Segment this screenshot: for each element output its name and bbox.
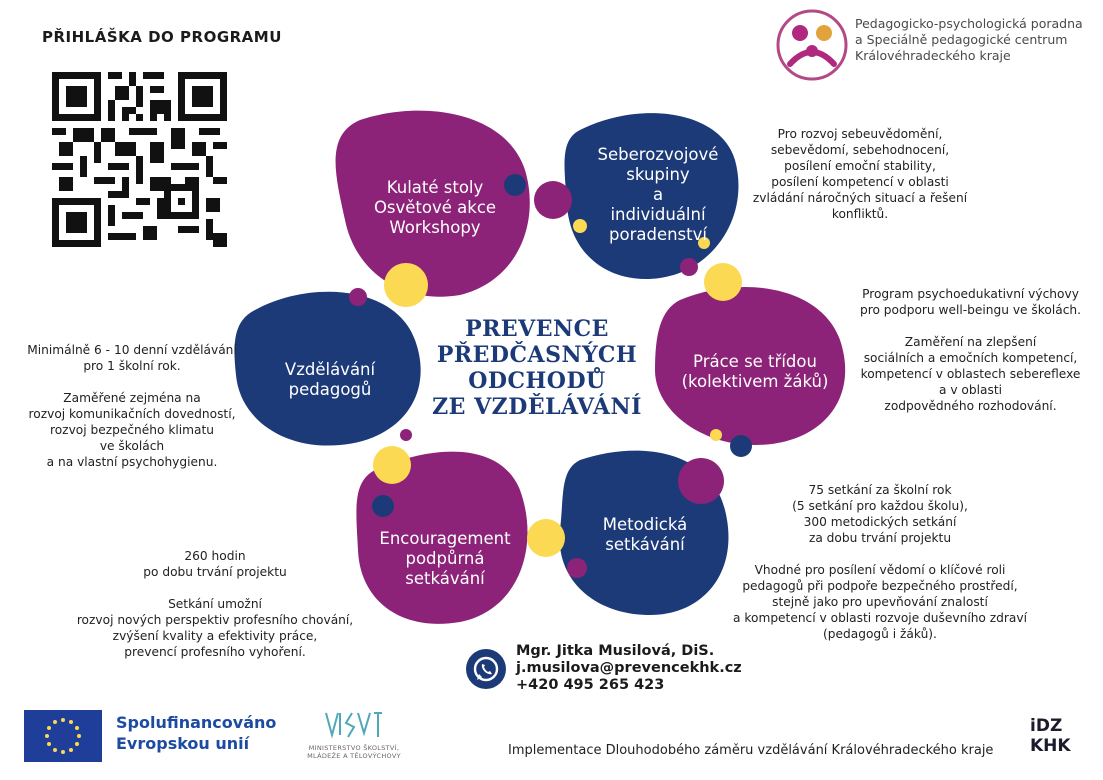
dot [373,446,411,484]
eu-cofunding-text [116,712,276,754]
label-line: Práce se třídou [693,352,817,371]
center-title-line: PREVENCE [465,316,609,342]
contact-block [516,643,742,694]
label-line: podpůrná [405,549,485,568]
description-encouragement: 260 hodin po dobu trvání projektu Setkání umožní rozvoj nových perspektiv profesního chování, zvýšení kvality a efektivity práce, prevencí profesního vyhoření. [76,549,354,659]
center-title [432,316,642,420]
center-title-line: PŘEDČASNÝCH [436,342,638,368]
label-line: Encouragement [379,529,511,548]
eu-flag-icon [24,710,102,762]
implementation-text: Implementace Dlouhodobého záměru vzdělávání Královéhradeckého kraje [508,743,994,758]
dot [527,519,565,557]
organization-line-3: Královéhradeckého kraje [855,48,1011,63]
label-metodicka [575,515,715,555]
label-line: pedagogů [288,380,372,399]
label-line: Kulaté stoly [386,178,484,197]
dot [704,263,742,301]
label-vzdelavani [255,360,405,400]
description-prace: Program psychoedukativní výchovy pro podporu well-beingu ve školách. Zaměření na zlepšení sociálních a emočních kompetencí, kompetencí v oblastech sebereflexe a v oblasti zodpovědného rozhodování. [859,287,1082,413]
label-line: skupiny [626,165,690,184]
label-line: setkávání [405,569,485,588]
msmt-line: MINISTERSTVO ŠKOLSTVÍ, [308,744,400,752]
dot [400,429,412,441]
contact-name: Mgr. Jitka Musilová, DiS. [516,643,715,659]
label-encouragement [370,529,520,589]
center-title-line: ZE VZDĚLÁVÁNÍ [432,394,642,420]
label-line: Vzdělávání [284,360,376,379]
label-line: a [652,185,664,204]
eu-text-line: Spolufinancováno [116,713,277,732]
label-line: individuální [610,205,706,224]
eu-text-line: Evropskou unií [116,734,250,753]
label-line: Osvětové akce [373,198,497,217]
label-kulate-stoly [360,178,510,238]
contact-phone[interactable]: +420 495 265 423 [516,677,665,693]
organization-line-1: Pedagogicko-psychologická poradna [855,16,1083,31]
label-line: Workshopy [389,218,481,237]
dot [567,558,587,578]
dot [730,435,752,457]
signup-title: PŘIHLÁŠKA DO PROGRAMU [42,28,282,46]
dot [384,263,428,307]
label-line: Metodická [602,515,688,534]
description-seberozvoj: Pro rozvoj sebeuvědomění, sebevědomí, sebehodnocení, posílení emoční stability, posílení kompetencí v oblasti zvládání náročných situací a řešení konfliktů. [752,127,968,221]
center-title-line: ODCHODŮ [468,368,606,394]
msmt-caption [294,744,414,760]
whatsapp-icon[interactable] [466,649,506,689]
label-seberozvoj [578,145,738,245]
idz-line: iDZ [1030,716,1063,736]
dot [710,429,722,441]
msmt-line: MLÁDEŽE A TĚLOVÝCHOVY [307,752,401,760]
description-vzdelavani: Minimálně 6 - 10 denní vzdělávání pro 1 školní rok. Zaměřené zejména na rozvoj komunikačních dovedností, rozvoj bezpečného klimatu ve školách a na vlastní psychohygienu. [27,343,237,469]
idz-line: KHK [1030,736,1071,756]
dot [534,181,572,219]
label-line: (kolektivem žáků) [681,372,829,391]
description-metodicka: 75 setkání za školní rok (5 setkání pro každou školu), 300 metodických setkání za dobu trvání projektu Vhodné pro posílení vědomí o klíčové roli pedagogů při podpoře bezpečného prostředí, stejně jako pro upevňování znalostí a kompetencí v oblasti rozvoje duševního zdraví (pedagogů i žáků). [733,483,1027,641]
idz-khk-logo [1030,716,1071,766]
dot [678,458,724,504]
label-line: poradenství [609,225,707,244]
label-line: Seberozvojové [597,145,719,164]
dot [372,495,394,517]
dot [680,258,698,276]
organization-line-2: a Speciálně pedagogické centrum [855,32,1068,47]
dot [349,288,367,306]
label-prace [665,352,845,392]
contact-email[interactable]: j.musilova@prevencekhk.cz [516,660,742,676]
label-line: setkávání [605,535,685,554]
